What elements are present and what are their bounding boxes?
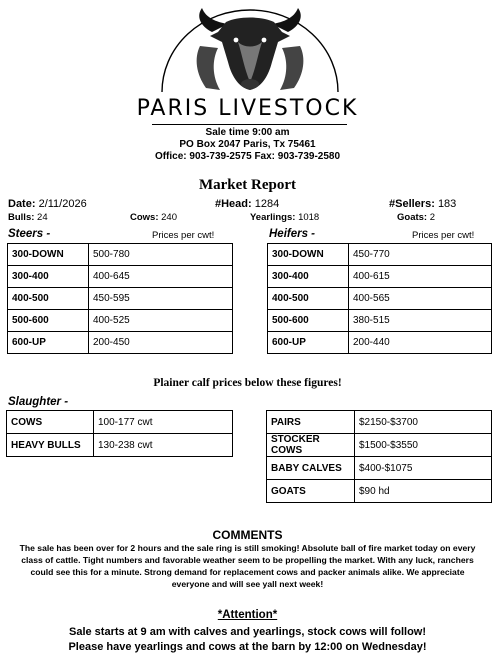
- heifers-weight-cell: 600-UP: [268, 332, 349, 354]
- table-row: [8, 332, 233, 354]
- heifers-price-cell: 450-770: [349, 244, 492, 266]
- bull-head-icon: [150, 2, 350, 94]
- slaughter-price-cell: 130-238 cwt: [94, 434, 233, 457]
- contact-phones: Office: 903-739-2575 Fax: 903-739-2580: [154, 151, 341, 162]
- steers-weight-cell: 400-500: [8, 288, 89, 310]
- heifers-prices-note: Prices per cwt!: [412, 230, 475, 241]
- slaughter-title: Slaughter -: [8, 396, 69, 408]
- table-row: [267, 434, 492, 457]
- table-row: [8, 244, 233, 266]
- steers-weight-cell: 600-UP: [8, 332, 89, 354]
- sale-time: Sale time 9:00 am: [205, 127, 290, 138]
- table-row: [8, 266, 233, 288]
- other-label-cell: PAIRS: [267, 411, 355, 434]
- head-value: 1284: [254, 198, 280, 210]
- other-classes-table: [266, 410, 492, 503]
- other-price-cell: $2150-$3700: [355, 411, 492, 434]
- attention-line-1: Sale starts at 9 am with calves and yearlings, stock cows will follow!: [68, 626, 427, 638]
- other-label-cell: GOATS: [267, 480, 355, 503]
- heifers-price-cell: 400-615: [349, 266, 492, 288]
- brand-divider: [152, 124, 347, 125]
- steers-price-cell: 500-780: [89, 244, 233, 266]
- other-label-cell: BABY CALVES: [267, 457, 355, 480]
- goats-field: [397, 212, 435, 223]
- comments-body: The sale has been over for 2 hours and the sale ring is still smoking! Absolute ball of fire market today on every class of cattle. Tight numbers and favorable weather seem to be propelling the market. With any luck, ranchers could see this for a minute. Strong demand for replacement cows and packer animals alike. We appreciate everyone and will see yall next week!: [19, 543, 476, 589]
- plainer-calf-note: Plainer calf prices below these figures!: [153, 377, 342, 389]
- table-row: [268, 310, 492, 332]
- table-row: [268, 244, 492, 266]
- cows-value: 240: [161, 212, 177, 223]
- heifers-weight-cell: 500-600: [268, 310, 349, 332]
- other-price-cell: $90 hd: [355, 480, 492, 503]
- head-label: #Head:: [215, 198, 252, 210]
- steers-weight-cell: 300-400: [8, 266, 89, 288]
- goats-label: Goats:: [397, 212, 428, 223]
- heifers-price-cell: 380-515: [349, 310, 492, 332]
- heifers-weight-cell: 400-500: [268, 288, 349, 310]
- head-field: [215, 198, 279, 210]
- yearlings-value: 1018: [298, 212, 320, 223]
- yearlings-label: Yearlings:: [250, 212, 296, 223]
- attention-line-2: Please have yearlings and cows at the barn by 12:00 on Wednesday!: [68, 641, 427, 653]
- heifers-price-cell: 400-565: [349, 288, 492, 310]
- date-label: Date:: [8, 198, 36, 210]
- attention-title: *Attention*: [217, 609, 278, 621]
- table-row: [267, 480, 492, 503]
- bulls-field: [8, 212, 48, 223]
- table-row: [8, 288, 233, 310]
- other-price-cell: $1500-$3550: [355, 434, 492, 457]
- cows-label: Cows:: [130, 212, 159, 223]
- steers-prices-note: Prices per cwt!: [152, 230, 215, 241]
- po-box-address: PO Box 2047 Paris, Tx 75461: [179, 139, 316, 150]
- heifers-price-cell: 200-440: [349, 332, 492, 354]
- slaughter-table: [6, 410, 233, 457]
- logo: [150, 2, 350, 94]
- table-row: [268, 266, 492, 288]
- sellers-value: 183: [437, 198, 457, 210]
- other-price-cell: $400-$1075: [355, 457, 492, 480]
- report-title: Market Report: [198, 177, 297, 193]
- steers-title: Steers -: [8, 228, 51, 240]
- steers-weight-cell: 300-DOWN: [8, 244, 89, 266]
- goats-value: 2: [429, 212, 436, 223]
- steers-price-cell: 400-645: [89, 266, 233, 288]
- table-row: [267, 411, 492, 434]
- table-row: [267, 457, 492, 480]
- heifers-table: [267, 243, 492, 354]
- table-row: [7, 411, 233, 434]
- steers-price-cell: 450-595: [89, 288, 233, 310]
- sellers-field: [389, 198, 456, 210]
- slaughter-label-cell: HEAVY BULLS: [7, 434, 94, 457]
- steers-price-cell: 400-525: [89, 310, 233, 332]
- yearlings-field: [250, 212, 319, 223]
- bulls-label: Bulls:: [8, 212, 35, 223]
- date-field: [8, 198, 87, 210]
- steers-weight-cell: 500-600: [8, 310, 89, 332]
- table-row: [8, 310, 233, 332]
- date-value: 2/11/2026: [38, 198, 87, 210]
- slaughter-price-cell: 100-177 cwt: [94, 411, 233, 434]
- table-row: [7, 434, 233, 457]
- steers-table: [7, 243, 233, 354]
- other-label-cell: STOCKER COWS: [267, 434, 355, 457]
- sellers-label: #Sellers:: [389, 198, 435, 210]
- comments-title: COMMENTS: [212, 528, 283, 542]
- steers-price-cell: 200-450: [89, 332, 233, 354]
- cows-field: [130, 212, 177, 223]
- bulls-value: 24: [37, 212, 48, 223]
- brand-name: PARIS LIVESTOCK: [136, 96, 359, 121]
- slaughter-label-cell: COWS: [7, 411, 94, 434]
- heifers-weight-cell: 300-400: [268, 266, 349, 288]
- heifers-weight-cell: 300-DOWN: [268, 244, 349, 266]
- table-row: [268, 288, 492, 310]
- heifers-title: Heifers -: [269, 228, 316, 240]
- table-row: [268, 332, 492, 354]
